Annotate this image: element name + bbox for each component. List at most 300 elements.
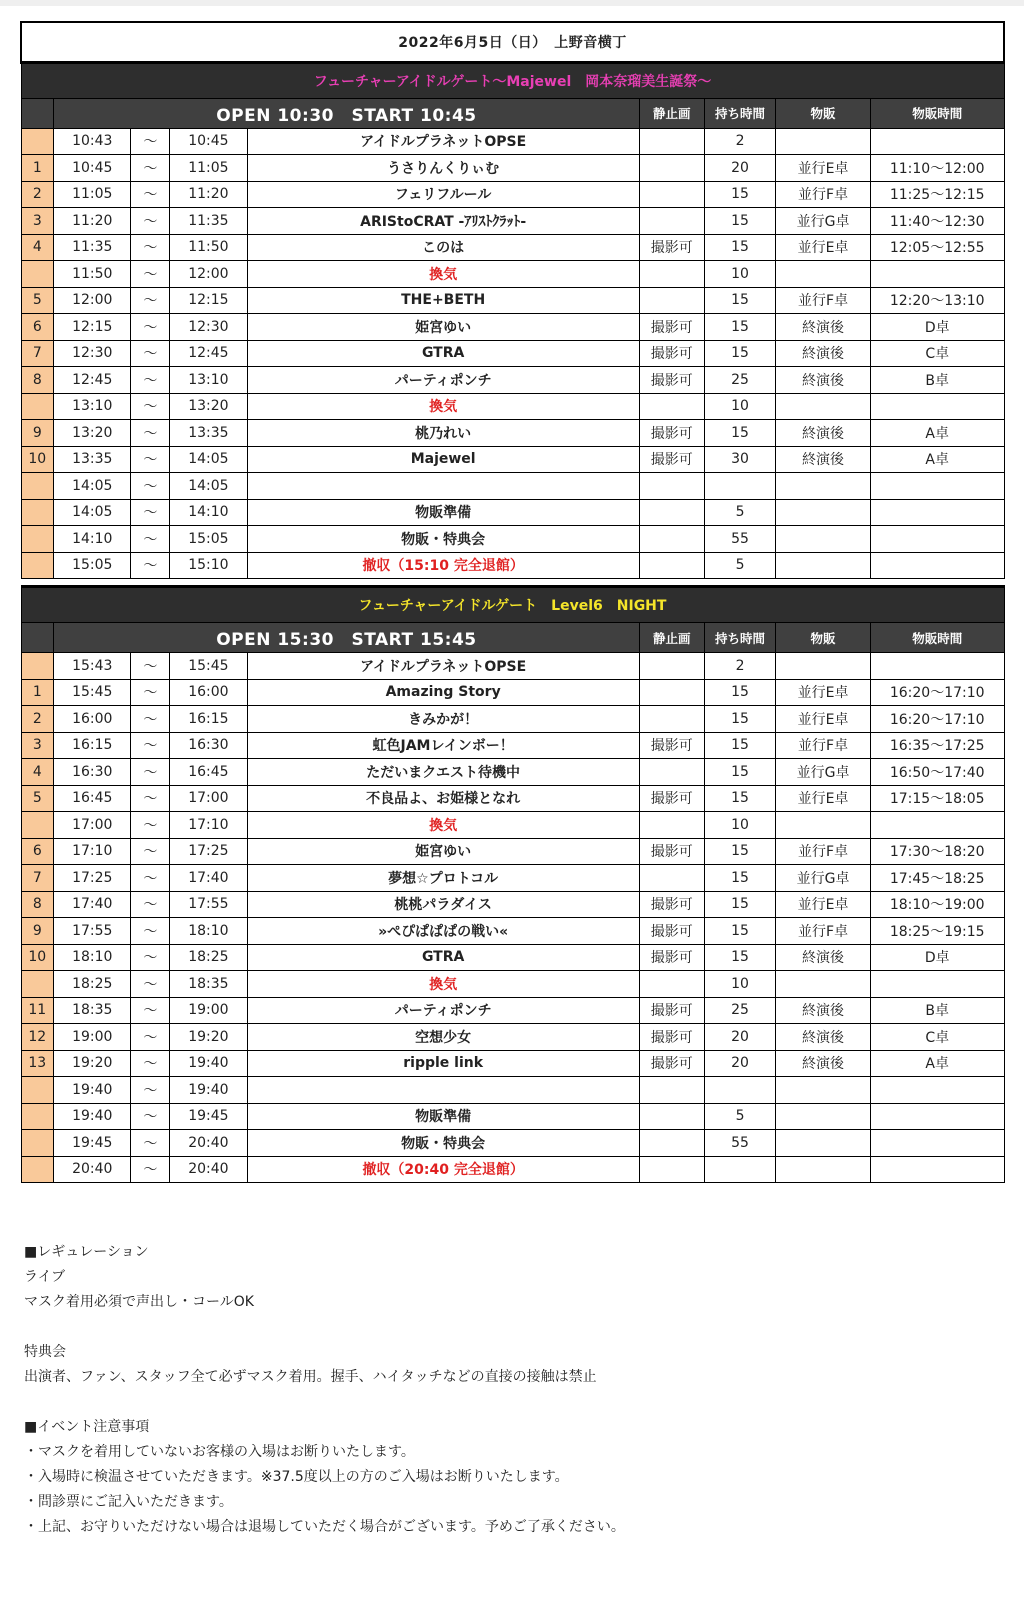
timetable-sheet (20, 21, 1005, 1183)
table-row (21, 1050, 1004, 1077)
caution-item: ・問診票にご記入いただきます。 (24, 1494, 233, 1510)
start-time: 19:40 (54, 1103, 131, 1130)
end-time: 17:00 (170, 785, 247, 812)
time-separator: 〜 (131, 1024, 170, 1051)
duration-cell: 15 (704, 918, 775, 945)
column-header-duration: 持ち時間 (704, 98, 775, 128)
still-photo-cell: 撮影可 (639, 944, 704, 971)
duration-cell: 15 (704, 208, 775, 235)
duration-cell (704, 473, 775, 500)
time-separator: 〜 (131, 1077, 170, 1104)
still-photo-cell (639, 1156, 704, 1183)
merch-time-cell: 12:20〜13:10 (870, 287, 1004, 314)
start-time: 18:10 (54, 944, 131, 971)
performer-name: 換気 (247, 971, 639, 998)
row-number: 7 (21, 865, 54, 892)
merch-cell: 終演後 (776, 314, 871, 341)
time-separator: 〜 (131, 367, 170, 394)
start-time: 14:05 (54, 473, 131, 500)
tokuten-text: 出演者、ファン、スタッフ全て必ずマスク着用。握手、ハイタッチなどの直接の接触は禁止 (24, 1369, 597, 1385)
time-separator: 〜 (131, 997, 170, 1024)
merch-cell (776, 1077, 871, 1104)
performer-name: 撤収（15:10 完全退館） (247, 552, 639, 579)
merch-cell (776, 552, 871, 579)
end-time: 19:20 (170, 1024, 247, 1051)
timetable (20, 21, 1005, 1183)
time-separator: 〜 (131, 812, 170, 839)
merch-cell: 終演後 (776, 367, 871, 394)
time-separator: 〜 (131, 393, 170, 420)
time-separator: 〜 (131, 208, 170, 235)
table-row (21, 420, 1004, 447)
start-time: 12:15 (54, 314, 131, 341)
duration-cell: 15 (704, 759, 775, 786)
end-time: 20:40 (170, 1130, 247, 1157)
merch-time-cell: A卓 (870, 420, 1004, 447)
table-row (21, 759, 1004, 786)
merch-cell: 並行G卓 (776, 759, 871, 786)
start-time: 20:40 (54, 1156, 131, 1183)
end-time: 11:50 (170, 234, 247, 261)
merch-cell: 並行F卓 (776, 732, 871, 759)
table-row (21, 1024, 1004, 1051)
time-separator: 〜 (131, 944, 170, 971)
merch-cell (776, 128, 871, 155)
row-number: 4 (21, 234, 54, 261)
merch-cell (776, 1156, 871, 1183)
still-photo-cell (639, 1077, 704, 1104)
table-row (21, 918, 1004, 945)
duration-cell: 10 (704, 393, 775, 420)
row-number: 10 (21, 944, 54, 971)
performer-name: 物販・特典会 (247, 1130, 639, 1157)
row-number (21, 812, 54, 839)
start-time: 16:45 (54, 785, 131, 812)
start-time: 10:45 (54, 155, 131, 182)
caution-heading: ■イベント注意事項 (24, 1419, 150, 1435)
end-time: 16:45 (170, 759, 247, 786)
table-row (21, 971, 1004, 998)
merch-cell (776, 653, 871, 680)
row-number (21, 1077, 54, 1104)
start-time: 19:00 (54, 1024, 131, 1051)
time-separator: 〜 (131, 732, 170, 759)
table-row (21, 891, 1004, 918)
duration-cell: 20 (704, 155, 775, 182)
still-photo-cell: 撮影可 (639, 420, 704, 447)
notes-section (24, 1240, 1004, 1540)
duration-cell (704, 1077, 775, 1104)
time-separator: 〜 (131, 446, 170, 473)
event-title: フューチャーアイドルゲート〜Majewel 岡本奈瑠美生誕祭〜 (21, 62, 1004, 98)
merch-cell (776, 499, 871, 526)
section-gap (21, 579, 1004, 587)
end-time: 16:30 (170, 732, 247, 759)
row-number: 2 (21, 181, 54, 208)
performer-name: GTRA (247, 340, 639, 367)
start-time: 19:45 (54, 1130, 131, 1157)
merch-cell: 終演後 (776, 340, 871, 367)
duration-cell: 2 (704, 128, 775, 155)
table-row (21, 393, 1004, 420)
time-separator: 〜 (131, 234, 170, 261)
still-photo-cell: 撮影可 (639, 918, 704, 945)
table-row (21, 944, 1004, 971)
merch-cell (776, 1103, 871, 1130)
merch-time-cell: B卓 (870, 367, 1004, 394)
header-blank (21, 98, 54, 128)
table-row (21, 838, 1004, 865)
merch-time-cell: D卓 (870, 314, 1004, 341)
performer-name: GTRA (247, 944, 639, 971)
column-header-merch-time: 物販時間 (870, 98, 1004, 128)
merch-time-cell: 18:10〜19:00 (870, 891, 1004, 918)
header-blank (21, 623, 54, 653)
merch-cell (776, 812, 871, 839)
start-time: 11:20 (54, 208, 131, 235)
still-photo-cell: 撮影可 (639, 1050, 704, 1077)
table-row (21, 526, 1004, 553)
merch-time-cell (870, 261, 1004, 288)
performer-name: 換気 (247, 812, 639, 839)
start-time: 15:45 (54, 679, 131, 706)
merch-time-cell: D卓 (870, 944, 1004, 971)
table-row (21, 1156, 1004, 1183)
merch-cell (776, 393, 871, 420)
start-time: 13:35 (54, 446, 131, 473)
start-time: 17:00 (54, 812, 131, 839)
still-photo-cell (639, 1103, 704, 1130)
merch-cell: 並行E卓 (776, 891, 871, 918)
performer-name: 物販準備 (247, 1103, 639, 1130)
performer-name (247, 473, 639, 500)
end-time: 15:05 (170, 526, 247, 553)
still-photo-cell: 撮影可 (639, 1024, 704, 1051)
duration-cell: 15 (704, 420, 775, 447)
start-time: 19:20 (54, 1050, 131, 1077)
still-photo-cell (639, 287, 704, 314)
table-row (21, 1103, 1004, 1130)
performer-name: 換気 (247, 393, 639, 420)
row-number: 11 (21, 997, 54, 1024)
merch-cell: 並行F卓 (776, 181, 871, 208)
merch-cell: 並行E卓 (776, 785, 871, 812)
duration-cell: 2 (704, 653, 775, 680)
end-time: 13:10 (170, 367, 247, 394)
merch-time-cell: 16:50〜17:40 (870, 759, 1004, 786)
row-number (21, 1103, 54, 1130)
regulation-heading: ■レギュレーション (24, 1244, 149, 1260)
table-row (21, 128, 1004, 155)
merch-cell: 終演後 (776, 1024, 871, 1051)
merch-time-cell: 17:15〜18:05 (870, 785, 1004, 812)
start-time: 12:00 (54, 287, 131, 314)
end-time: 13:20 (170, 393, 247, 420)
merch-time-cell (870, 499, 1004, 526)
table-row (21, 234, 1004, 261)
start-time: 11:50 (54, 261, 131, 288)
row-number: 9 (21, 420, 54, 447)
still-photo-cell: 撮影可 (639, 838, 704, 865)
time-separator: 〜 (131, 706, 170, 733)
tokuten-label: 特典会 (24, 1344, 66, 1360)
performer-name: ripple link (247, 1050, 639, 1077)
end-time: 12:15 (170, 287, 247, 314)
still-photo-cell (639, 208, 704, 235)
performer-name: 桃乃れい (247, 420, 639, 447)
table-row (21, 865, 1004, 892)
duration-cell: 5 (704, 552, 775, 579)
time-separator: 〜 (131, 1050, 170, 1077)
still-photo-cell (639, 971, 704, 998)
end-time: 15:45 (170, 653, 247, 680)
row-number (21, 526, 54, 553)
table-row (21, 653, 1004, 680)
time-separator: 〜 (131, 261, 170, 288)
still-photo-cell: 撮影可 (639, 997, 704, 1024)
row-number: 4 (21, 759, 54, 786)
merch-time-cell (870, 473, 1004, 500)
start-time: 16:15 (54, 732, 131, 759)
column-header-duration: 持ち時間 (704, 623, 775, 653)
still-photo-cell (639, 653, 704, 680)
merch-cell: 並行F卓 (776, 838, 871, 865)
performer-name: 夢想☆プロトコル (247, 865, 639, 892)
still-photo-cell (639, 155, 704, 182)
performer-name: THE+BETH (247, 287, 639, 314)
merch-time-cell (870, 1103, 1004, 1130)
table-row (21, 499, 1004, 526)
merch-cell (776, 526, 871, 553)
merch-time-cell: 12:05〜12:55 (870, 234, 1004, 261)
end-time: 19:45 (170, 1103, 247, 1130)
performer-name: パーティポンチ (247, 367, 639, 394)
performer-name: 物販・特典会 (247, 526, 639, 553)
merch-time-cell: A卓 (870, 1050, 1004, 1077)
merch-cell: 並行E卓 (776, 234, 871, 261)
merch-cell: 並行G卓 (776, 865, 871, 892)
performer-name: パーティポンチ (247, 997, 639, 1024)
time-separator: 〜 (131, 1156, 170, 1183)
table-row (21, 706, 1004, 733)
duration-cell: 15 (704, 679, 775, 706)
performer-name: 不良品よ、お姫様となれ (247, 785, 639, 812)
duration-cell: 15 (704, 340, 775, 367)
performer-name: このは (247, 234, 639, 261)
table-row (21, 208, 1004, 235)
duration-cell: 25 (704, 367, 775, 394)
table-row (21, 473, 1004, 500)
row-number (21, 1130, 54, 1157)
performer-name: 姫宮ゆい (247, 838, 639, 865)
end-time: 11:05 (170, 155, 247, 182)
start-time: 14:10 (54, 526, 131, 553)
merch-cell: 並行E卓 (776, 706, 871, 733)
merch-time-cell: C卓 (870, 1024, 1004, 1051)
end-time: 12:45 (170, 340, 247, 367)
merch-time-cell (870, 1130, 1004, 1157)
merch-cell: 終演後 (776, 997, 871, 1024)
merch-time-cell: 11:25〜12:15 (870, 181, 1004, 208)
row-number: 2 (21, 706, 54, 733)
still-photo-cell (639, 526, 704, 553)
table-row (21, 679, 1004, 706)
time-separator: 〜 (131, 420, 170, 447)
performer-name: アイドルプラネットOPSE (247, 128, 639, 155)
merch-cell: 終演後 (776, 1050, 871, 1077)
still-photo-cell (639, 1130, 704, 1157)
merch-time-cell: C卓 (870, 340, 1004, 367)
start-time: 12:45 (54, 367, 131, 394)
row-number: 12 (21, 1024, 54, 1051)
row-number: 3 (21, 732, 54, 759)
time-separator: 〜 (131, 971, 170, 998)
merch-cell: 並行F卓 (776, 287, 871, 314)
time-separator: 〜 (131, 653, 170, 680)
still-photo-cell (639, 552, 704, 579)
start-time: 17:25 (54, 865, 131, 892)
top-strip (0, 0, 1024, 6)
table-row (21, 181, 1004, 208)
merch-time-cell (870, 1156, 1004, 1183)
duration-cell: 5 (704, 1103, 775, 1130)
time-separator: 〜 (131, 759, 170, 786)
row-number: 7 (21, 340, 54, 367)
performer-name: 撤収（20:40 完全退館） (247, 1156, 639, 1183)
merch-time-cell (870, 971, 1004, 998)
still-photo-cell (639, 865, 704, 892)
end-time: 19:40 (170, 1077, 247, 1104)
caution-item: ・マスクを着用していないお客様の入場はお断りいたします。 (24, 1444, 415, 1460)
performer-name: 換気 (247, 261, 639, 288)
start-time: 14:05 (54, 499, 131, 526)
performer-name: Amazing Story (247, 679, 639, 706)
merch-time-cell: B卓 (870, 997, 1004, 1024)
end-time: 20:40 (170, 1156, 247, 1183)
row-number: 5 (21, 287, 54, 314)
duration-cell: 30 (704, 446, 775, 473)
column-header-merch: 物販 (776, 98, 871, 128)
time-separator: 〜 (131, 128, 170, 155)
duration-cell: 15 (704, 732, 775, 759)
end-time: 19:40 (170, 1050, 247, 1077)
still-photo-cell: 撮影可 (639, 340, 704, 367)
start-time: 15:05 (54, 552, 131, 579)
end-time: 14:05 (170, 473, 247, 500)
end-time: 16:00 (170, 679, 247, 706)
performer-name: 桃桃パラダイス (247, 891, 639, 918)
performer-name: »ぺぴぱぱぱの戦い« (247, 918, 639, 945)
merch-time-cell (870, 653, 1004, 680)
row-number: 3 (21, 208, 54, 235)
row-number: 8 (21, 891, 54, 918)
merch-cell: 終演後 (776, 446, 871, 473)
duration-cell: 10 (704, 261, 775, 288)
row-number: 9 (21, 918, 54, 945)
merch-cell: 終演後 (776, 420, 871, 447)
start-time: 12:30 (54, 340, 131, 367)
table-row (21, 340, 1004, 367)
merch-cell (776, 473, 871, 500)
time-separator: 〜 (131, 552, 170, 579)
start-time: 13:10 (54, 393, 131, 420)
row-number (21, 393, 54, 420)
time-separator: 〜 (131, 679, 170, 706)
merch-time-cell: 17:45〜18:25 (870, 865, 1004, 892)
end-time: 18:25 (170, 944, 247, 971)
performer-name: アイドルプラネットOPSE (247, 653, 639, 680)
performer-name (247, 1077, 639, 1104)
merch-time-cell: 11:40〜12:30 (870, 208, 1004, 235)
merch-time-cell: A卓 (870, 446, 1004, 473)
end-time: 10:45 (170, 128, 247, 155)
row-number: 6 (21, 838, 54, 865)
end-time: 15:10 (170, 552, 247, 579)
start-time: 17:55 (54, 918, 131, 945)
start-time: 11:05 (54, 181, 131, 208)
merch-time-cell: 16:35〜17:25 (870, 732, 1004, 759)
performer-name: 姫宮ゆい (247, 314, 639, 341)
merch-time-cell (870, 812, 1004, 839)
row-number: 1 (21, 155, 54, 182)
end-time: 13:35 (170, 420, 247, 447)
time-separator: 〜 (131, 526, 170, 553)
row-number (21, 473, 54, 500)
table-row (21, 367, 1004, 394)
row-number (21, 653, 54, 680)
performer-name: 虹色JAMレインボー！ (247, 732, 639, 759)
still-photo-cell (639, 499, 704, 526)
row-number: 13 (21, 1050, 54, 1077)
still-photo-cell (639, 261, 704, 288)
column-header-merch-time: 物販時間 (870, 623, 1004, 653)
page-title: 2022年6月5日（日） 上野音横丁 (21, 22, 1004, 62)
merch-cell: 並行E卓 (776, 679, 871, 706)
duration-cell: 15 (704, 865, 775, 892)
time-separator: 〜 (131, 891, 170, 918)
open-start-time: OPEN 15:30 START 15:45 (54, 623, 640, 653)
duration-cell: 55 (704, 1130, 775, 1157)
start-time: 18:25 (54, 971, 131, 998)
table-row (21, 287, 1004, 314)
performer-name: ARIStoCRAT -ｱﾘｽﾄｸﾗｯﾄ- (247, 208, 639, 235)
duration-cell: 15 (704, 181, 775, 208)
row-number (21, 128, 54, 155)
duration-cell: 15 (704, 891, 775, 918)
start-time: 11:35 (54, 234, 131, 261)
table-row (21, 155, 1004, 182)
row-number: 10 (21, 446, 54, 473)
performer-name: ただいまクエスト待機中 (247, 759, 639, 786)
table-row (21, 1130, 1004, 1157)
duration-cell: 20 (704, 1024, 775, 1051)
merch-time-cell (870, 552, 1004, 579)
start-time: 16:00 (54, 706, 131, 733)
table-row (21, 446, 1004, 473)
table-row (21, 997, 1004, 1024)
merch-time-cell (870, 128, 1004, 155)
end-time: 14:05 (170, 446, 247, 473)
still-photo-cell (639, 759, 704, 786)
performer-name: 空想少女 (247, 1024, 639, 1051)
time-separator: 〜 (131, 473, 170, 500)
time-separator: 〜 (131, 181, 170, 208)
table-row (21, 732, 1004, 759)
merch-time-cell (870, 526, 1004, 553)
duration-cell: 55 (704, 526, 775, 553)
table-row (21, 261, 1004, 288)
end-time: 17:40 (170, 865, 247, 892)
